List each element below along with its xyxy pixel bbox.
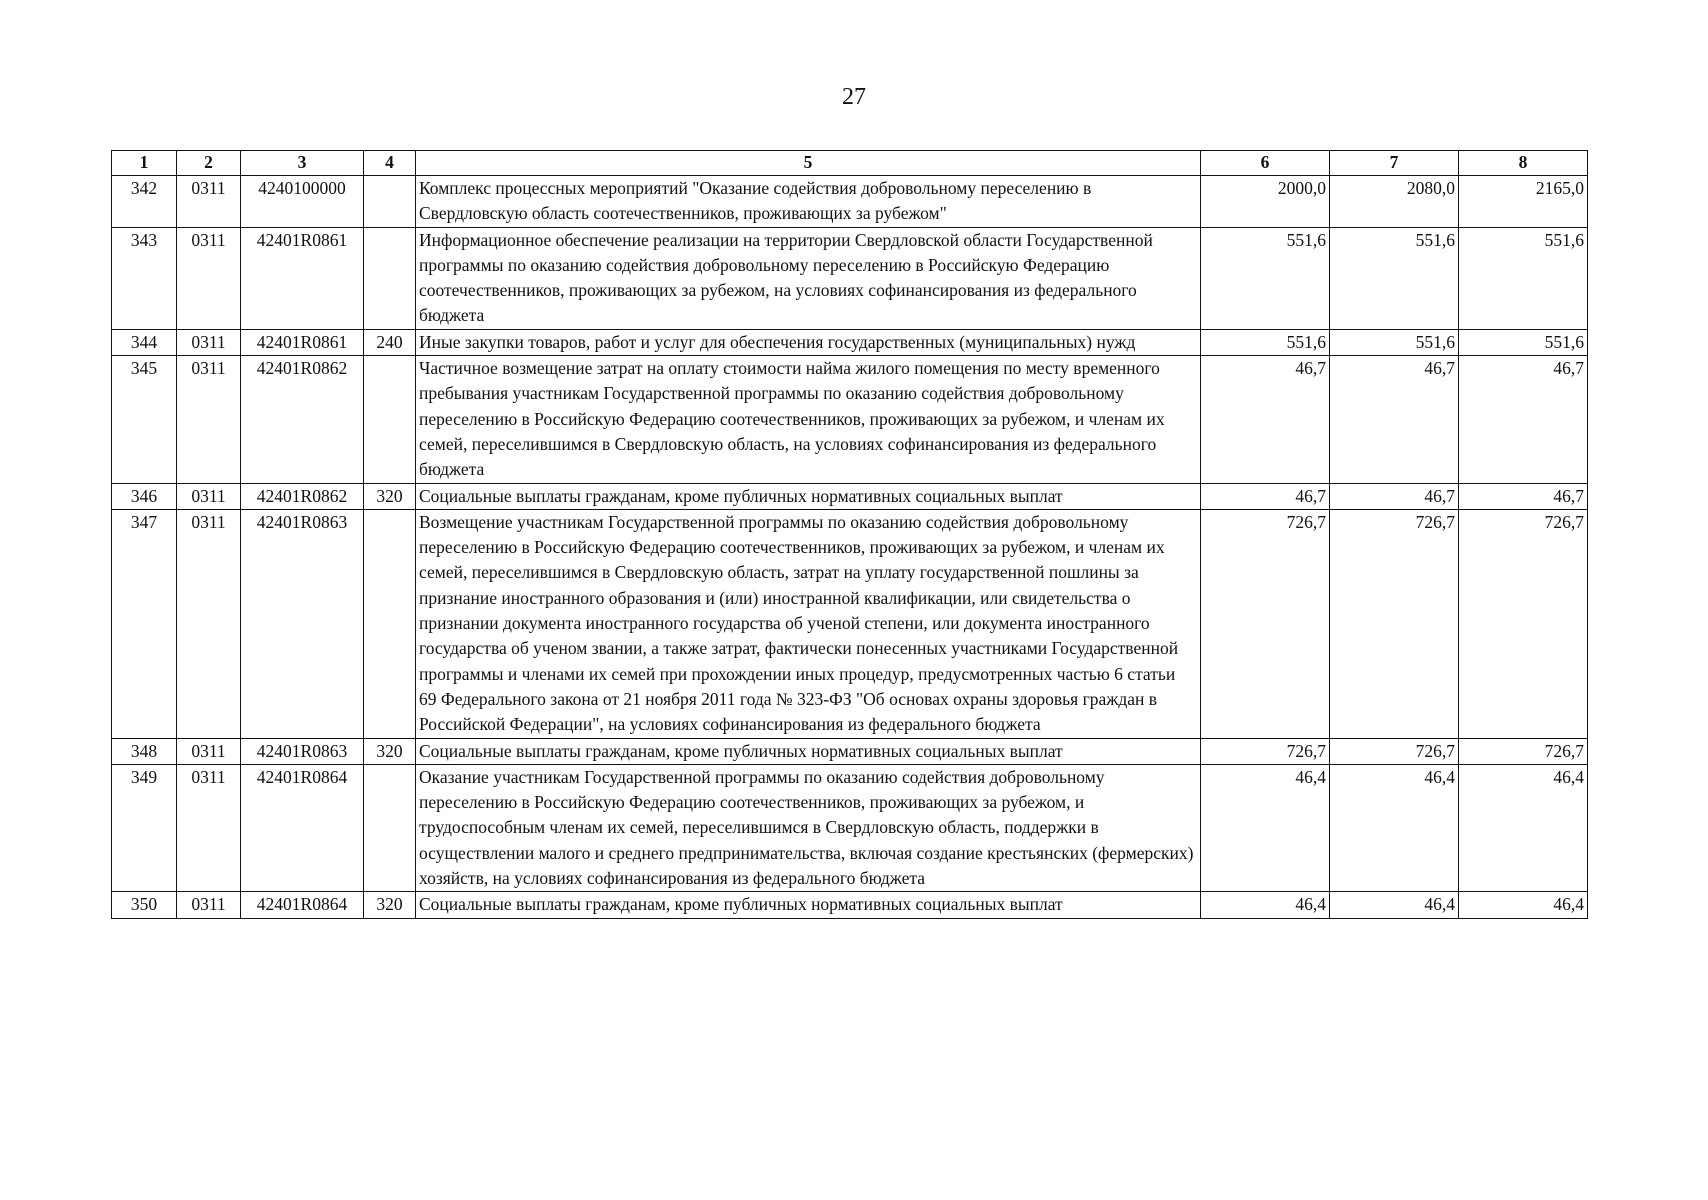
value-col-7: 46,4 [1330,892,1459,918]
budget-table [111,150,1588,919]
value-col-8: 551,6 [1459,329,1588,355]
value-col-6: 726,7 [1201,738,1330,764]
table-row [112,483,1588,509]
value-col-7: 726,7 [1330,738,1459,764]
table-row [112,764,1588,891]
value-col-8: 551,6 [1459,227,1588,329]
value-col-6: 551,6 [1201,329,1330,355]
table-row [112,356,1588,483]
expense-type [364,227,416,329]
row-number: 342 [112,176,177,228]
item-name: Оказание участникам Государственной программы по оказанию содействия добровольному переселению в Российскую Федерацию соотечественников, проживающих за рубежом, и трудоспособным членам их семей, переселившимся в Свердловскую область, поддержки в осуществлении малого и среднего предпринимательства, включая создание крестьянских (фермерских) хозяйств, на условиях софинансирования из федерального бюджета [416,764,1201,891]
item-name: Социальные выплаты гражданам, кроме публичных нормативных социальных выплат [416,483,1201,509]
value-col-8: 46,4 [1459,764,1588,891]
col-header-4: 4 [364,151,416,176]
item-name: Иные закупки товаров, работ и услуг для обеспечения государственных (муниципальных) нужд [416,329,1201,355]
section-code: 0311 [177,764,241,891]
page-number: 27 [842,84,866,110]
row-number: 344 [112,329,177,355]
row-number: 345 [112,356,177,483]
value-col-6: 551,6 [1201,227,1330,329]
expense-type [364,176,416,228]
value-col-7: 2080,0 [1330,176,1459,228]
row-number: 343 [112,227,177,329]
value-col-6: 46,4 [1201,764,1330,891]
value-col-6: 46,7 [1201,356,1330,483]
section-code: 0311 [177,176,241,228]
value-col-8: 46,7 [1459,483,1588,509]
target-code: 42401R0864 [241,764,364,891]
expense-type: 320 [364,738,416,764]
section-code: 0311 [177,738,241,764]
target-code: 42401R0861 [241,227,364,329]
row-number: 350 [112,892,177,918]
target-code: 42401R0864 [241,892,364,918]
section-code: 0311 [177,227,241,329]
expense-type [364,764,416,891]
value-col-7: 551,6 [1330,227,1459,329]
expense-type: 240 [364,329,416,355]
value-col-6: 46,7 [1201,483,1330,509]
item-name: Комплекс процессных мероприятий "Оказание содействия добровольному переселению в Свердловскую область соотечественников, проживающих за рубежом" [416,176,1201,228]
value-col-8: 46,4 [1459,892,1588,918]
item-name: Информационное обеспечение реализации на территории Свердловской области Государственной программы по оказанию содействия добровольному переселению в Российскую Федерацию соотечественников, проживающих за рубежом, на условиях софинансирования из федерального бюджета [416,227,1201,329]
expense-type [364,509,416,738]
col-header-5: 5 [416,151,1201,176]
section-code: 0311 [177,329,241,355]
row-number: 346 [112,483,177,509]
row-number: 349 [112,764,177,891]
table-row [112,176,1588,228]
header-row [112,151,1588,176]
section-code: 0311 [177,483,241,509]
expense-type: 320 [364,483,416,509]
item-name: Возмещение участникам Государственной программы по оказанию содействия добровольному переселению в Российскую Федерацию соотечественников, проживающих за рубежом, и членам их семей, переселившимся в Свердловскую область, затрат на уплату государственной пошлины за признание иностранного образования и (или) иностранной квалификации, или свидетельства о признании документа иностранного государства об ученой степени, или документа иностранного государства об ученом звании, а также затрат, фактически понесенных участниками Государственной программы и членами их семей при прохождении иных процедур, предусмотренных частью 6 статьи 69 Федерального закона от 21 ноября 2011 года № 323-ФЗ "Об основах охраны здоровья граждан в Российской Федерации", на условиях софинансирования из федерального бюджета [416,509,1201,738]
value-col-8: 2165,0 [1459,176,1588,228]
col-header-3: 3 [241,151,364,176]
target-code: 42401R0863 [241,509,364,738]
value-col-7: 551,6 [1330,329,1459,355]
item-name: Социальные выплаты гражданам, кроме публичных нормативных социальных выплат [416,892,1201,918]
section-code: 0311 [177,356,241,483]
section-code: 0311 [177,892,241,918]
col-header-6: 6 [1201,151,1330,176]
row-number: 348 [112,738,177,764]
table-row [112,892,1588,918]
table-row [112,227,1588,329]
col-header-1: 1 [112,151,177,176]
col-header-7: 7 [1330,151,1459,176]
value-col-7: 726,7 [1330,509,1459,738]
col-header-8: 8 [1459,151,1588,176]
value-col-8: 726,7 [1459,509,1588,738]
table-row [112,329,1588,355]
item-name: Частичное возмещение затрат на оплату стоимости найма жилого помещения по месту временного пребывания участникам Государственной программы по оказанию содействия добровольному переселению в Российскую Федерацию соотечественников, проживающих за рубежом, и членам их семей, переселившимся в Свердловскую область, на условиях софинансирования из федерального бюджета [416,356,1201,483]
table-row [112,738,1588,764]
value-col-8: 726,7 [1459,738,1588,764]
value-col-6: 2000,0 [1201,176,1330,228]
target-code: 4240100000 [241,176,364,228]
target-code: 42401R0862 [241,356,364,483]
table-row [112,509,1588,738]
value-col-6: 726,7 [1201,509,1330,738]
expense-type: 320 [364,892,416,918]
value-col-7: 46,7 [1330,356,1459,483]
target-code: 42401R0861 [241,329,364,355]
value-col-7: 46,7 [1330,483,1459,509]
target-code: 42401R0862 [241,483,364,509]
value-col-7: 46,4 [1330,764,1459,891]
item-name: Социальные выплаты гражданам, кроме публичных нормативных социальных выплат [416,738,1201,764]
section-code: 0311 [177,509,241,738]
expense-type [364,356,416,483]
col-header-2: 2 [177,151,241,176]
target-code: 42401R0863 [241,738,364,764]
value-col-6: 46,4 [1201,892,1330,918]
value-col-8: 46,7 [1459,356,1588,483]
row-number: 347 [112,509,177,738]
